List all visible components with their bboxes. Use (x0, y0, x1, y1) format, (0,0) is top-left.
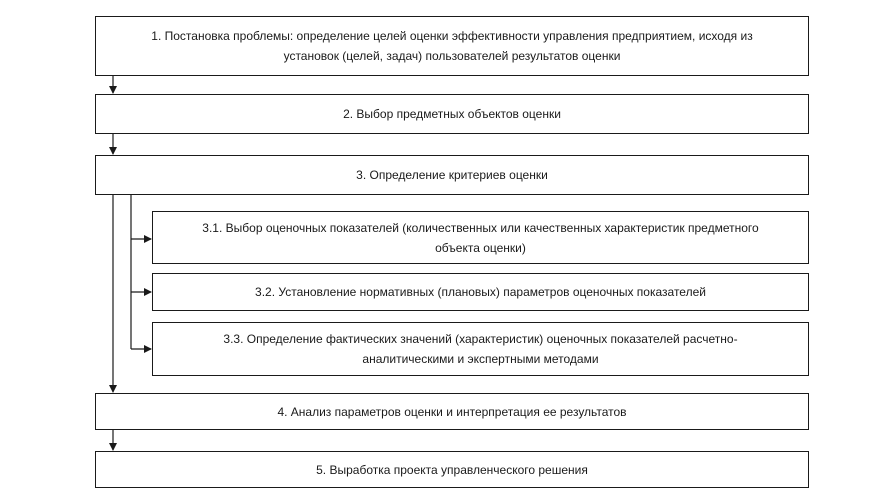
step-4-text: 4. Анализ параметров оценки и интерпретация ее результатов (277, 404, 627, 419)
step-5-box (95, 451, 809, 488)
step-1-text: 1. Постановка проблемы: определение целей оценки эффективности управления предприятием, исходя из установок (целей, задач) пользователей результатов оценки (151, 29, 753, 63)
step-2-box (95, 94, 809, 134)
substep-3-1-text: 3.1. Выбор оценочных показателей (количественных или качественных характеристик предметного объекта оценки) (202, 220, 759, 255)
step-5-text: 5. Выработка проекта управленческого решения (316, 462, 588, 477)
step-3-text: 3. Определение критериев оценки (356, 168, 548, 182)
substep-3-1-box (152, 211, 809, 264)
step-2-text: 2. Выбор предметных объектов оценки (343, 107, 561, 121)
step-3-box (95, 155, 809, 195)
step-1-box (95, 16, 809, 76)
substep-3-3-text: 3.3. Определение фактических значений (характеристик) оценочных показателей расчетно-аналитическими и экспертными методами (223, 332, 738, 366)
step-4-box (95, 393, 809, 430)
substep-3-2-text: 3.2. Установление нормативных (плановых) параметров оценочных показателей (255, 285, 706, 299)
substep-3-2-box (152, 273, 809, 311)
substep-3-3-box (152, 322, 809, 376)
